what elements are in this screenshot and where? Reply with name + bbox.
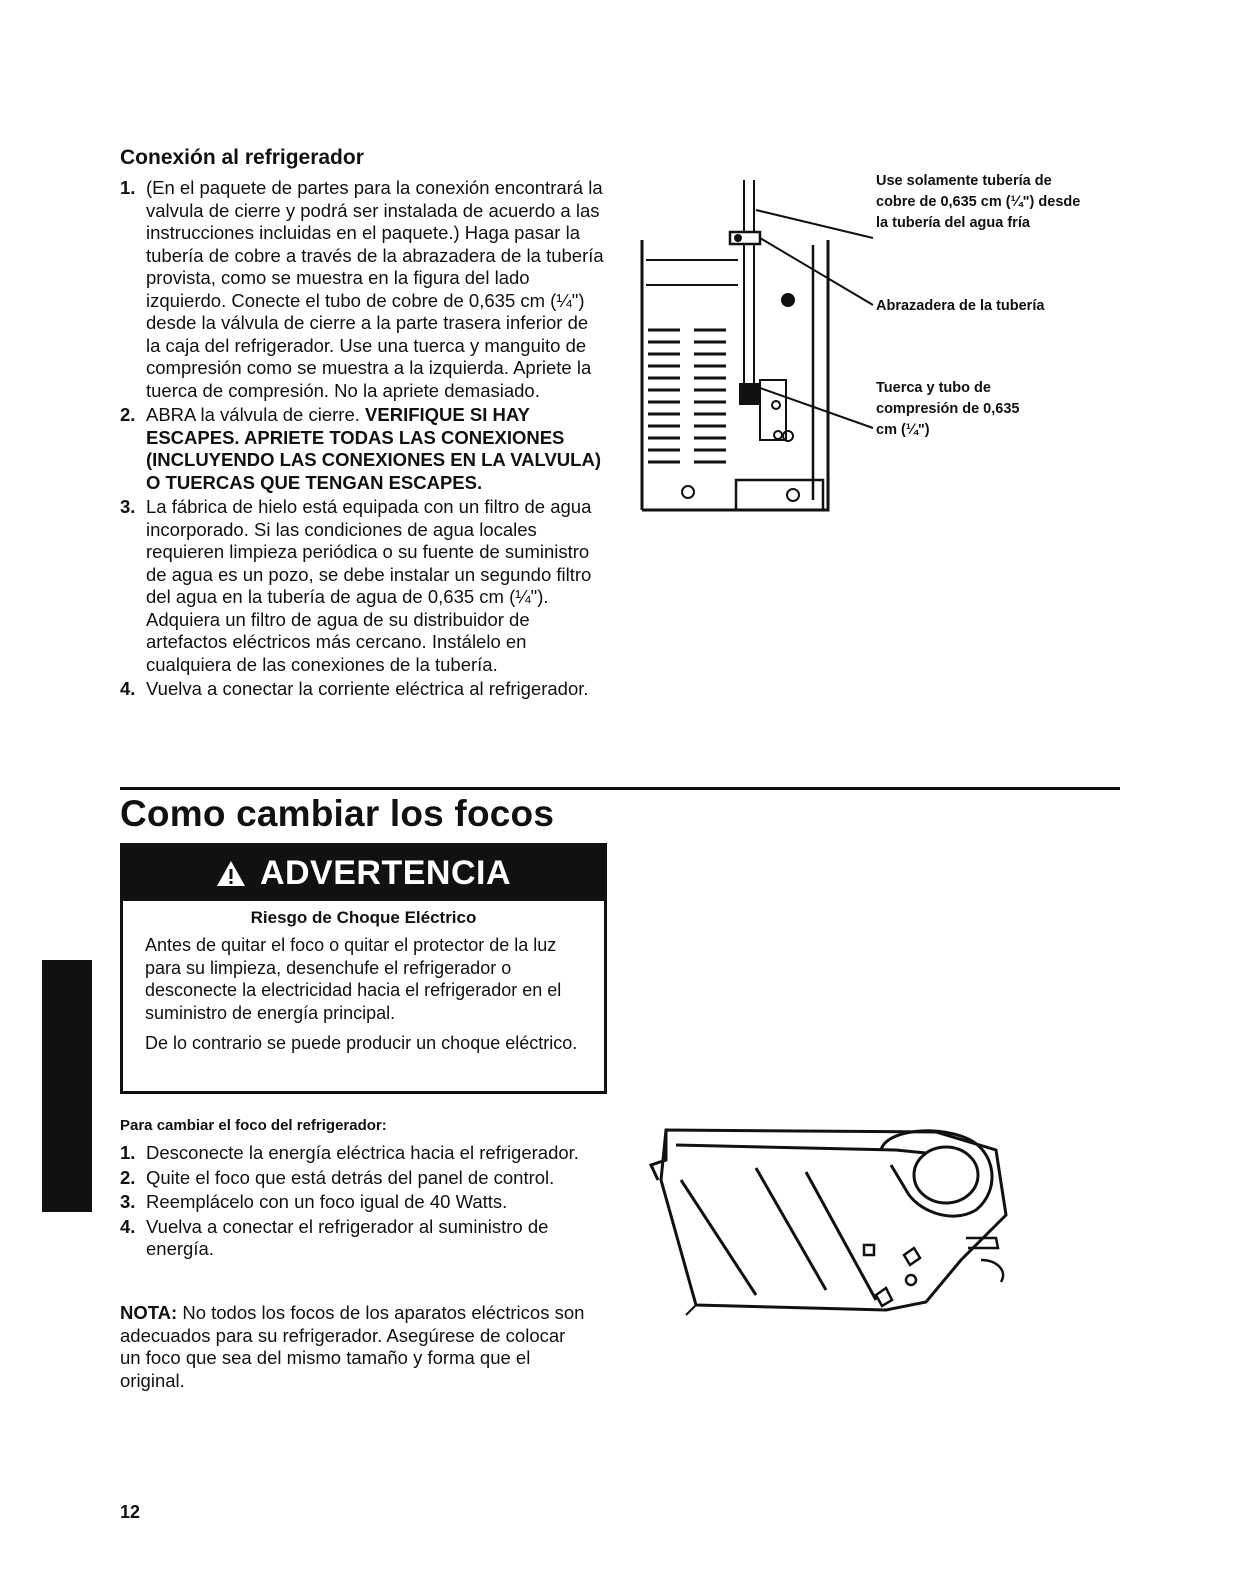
bulb-steps-list [120, 1142, 595, 1263]
page-number: 12 [120, 1502, 141, 1522]
warning-text-2: De lo contrario se puede producir un choque eléctrico. [145, 1033, 578, 1053]
note-paragraph [120, 1302, 590, 1392]
list-item: 3. Reemplácelo con un foco igual de 40 Watts. [120, 1191, 508, 1212]
note-label: NOTA: [120, 1302, 178, 1323]
note-text: No todos los focos de los aparatos eléctricos son adecuados para su refrigerador. Asegúrese de colocar un foco que sea del mismo tamaño y forma que el original. [120, 1302, 585, 1391]
callout-clamp-label: Abrazadera de la tubería [876, 298, 1045, 314]
list-item: 4. Vuelva a conectar el refrigerador al suministro de energía. [120, 1215, 549, 1259]
warning-box [120, 843, 607, 1094]
warning-triangle-icon [216, 860, 246, 887]
warning-subtitle: Riesgo de Choque Eléctrico [250, 908, 477, 927]
section-divider [120, 787, 1120, 790]
list-item: 1. Desconecte la energía eléctrica hacia el refrigerador. [120, 1142, 579, 1163]
warning-header [123, 846, 604, 901]
section-title-conexion: Conexión al refrigerador [120, 146, 364, 169]
list-item: 4. Vuelva a conectar la corriente eléctrica al refrigerador. [120, 678, 589, 699]
list-item: 2. ABRA la válvula de cierre. VERIFIQUE SI HAY ESCAPES. APRIETE TODAS LAS CONEXIONES (INCLUYENDO LAS CONEXIONES EN LA VALVULA) O TUERCAS QUE TENGAN ESCAPES. [120, 404, 601, 493]
warning-text-1: Antes de quitar el foco o quitar el protector de la luz para su limpieza, desenchufe el refrigerador o desconecte la electricidad hacia el refrigerador en el suministro de energía principal. [145, 935, 562, 1023]
list-item: 3. La fábrica de hielo está equipada con un filtro de agua incorporado. Si las condiciones de agua locales requieren limpieza periódica o su fuente de suministro de agua es un pozo, se debe instalar un segundo filtro del agua en la tubería de agua de 0,635 cm (¼"). Adquiera un filtro de agua de su distribuidor de artefactos eléctricos más cercano. Instálelo en cualquiera de las conexiones de la tubería. [120, 496, 592, 675]
water-line-diagram [638, 170, 878, 520]
callout-nut-label: Tuerca y tubo de compresión de 0,635 cm (¼") [876, 380, 1020, 438]
list-item: 1. (En el paquete de partes para la conexión encontrará la valvula de cierre y podrá ser instalada de acuerdo a las instrucciones incluidas en el paquete.) Haga pasar la tubería de cobre a través de la abrazadera de la tubería provista, como se muestra en la figura del lado izquierdo. Conecte el tubo de cobre de 0,635 cm (¼") desde la válvula de cierre a la parte trasera inferior de la caja del refrigerador. Use una tuerca y manguito de compresión como se muestra a la izquierda. Apriete la tuerca de compresión. No la apriete demasiado. [120, 177, 604, 401]
connection-steps-list [120, 177, 605, 703]
section-title-focos: Como cambiar los focos [120, 793, 555, 834]
callout-pipe-label: Use solamente tubería de cobre de 0,635 cm (¼") desde la tubería del agua fría [876, 173, 1081, 231]
light-housing-illustration [636, 1120, 1036, 1320]
sidebar-tab-marker [42, 960, 92, 1212]
warning-label: ADVERTENCIA [259, 854, 512, 892]
bulb-change-subtitle: Para cambiar el foco del refrigerador: [120, 1117, 387, 1134]
list-item: 2. Quite el foco que está detrás del panel de control. [120, 1166, 555, 1188]
